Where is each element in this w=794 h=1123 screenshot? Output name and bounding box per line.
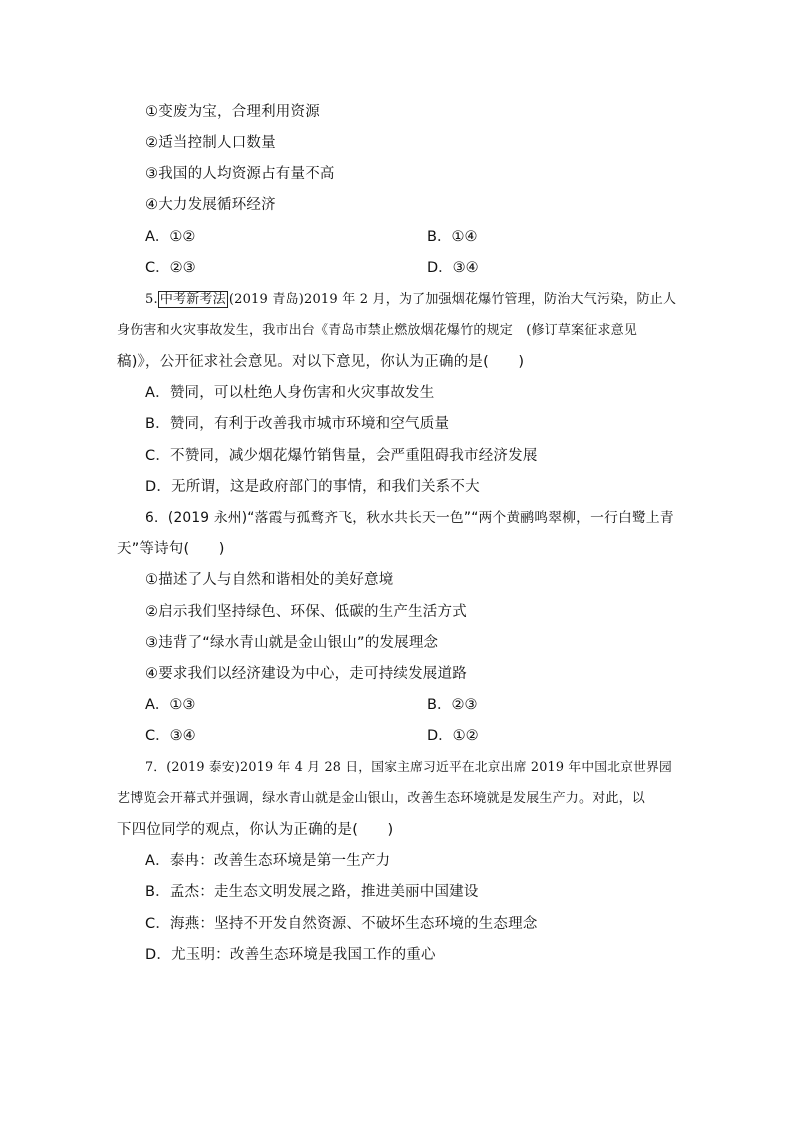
- q5-stem-line-2: 身伤害和火灾事故发生，我市出台《青岛市禁止燃放烟花爆竹的规定 (修订草案征求意见: [117, 323, 638, 338]
- q6-item-3: ③违背了“绿水青山就是金山银山”的发展理念: [145, 635, 439, 651]
- q7-option-a: A．泰冉：改善生态环境是第一生产力: [145, 853, 391, 869]
- q4-option-d: D．③④: [427, 260, 479, 276]
- q6-stem-line-2: 天”等诗句( ): [117, 541, 225, 557]
- q5-new-method-tag: 中考新考法: [159, 292, 226, 307]
- q6-option-c: C．③④: [145, 728, 196, 744]
- q7-stem-line-2: 艺博览会开幕式并强调，绿水青山就是金山银山，改善生态环境就是发展生产力。对此，以: [117, 791, 646, 806]
- q4-option-a: A．①②: [145, 229, 196, 245]
- q6-option-a: A．①③: [145, 697, 196, 713]
- q5-option-b: B．赞同，有利于改善我市城市环境和空气质量: [145, 416, 450, 432]
- q6-option-d: D．①②: [427, 728, 479, 744]
- q4-item-4: ④大力发展循环经济: [145, 197, 276, 213]
- q4-item-3: ③我国的人均资源占有量不高: [145, 166, 335, 182]
- q5-stem-line-3: 稿)》，公开征求社会意见。对以下意见，你认为正确的是( ): [117, 354, 525, 370]
- q6-item-4: ④要求我们以经济建设为中心，走可持续发展道路: [145, 666, 467, 682]
- q7-option-c: C．海燕：坚持不开发自然资源、不破坏生态环境的生态理念: [145, 916, 538, 932]
- q4-option-c: C．②③: [145, 260, 196, 276]
- q4-item-2: ②适当控制人口数量: [145, 135, 276, 151]
- q7-stem-line-3: 下四位同学的观点，你认为正确的是( ): [117, 822, 394, 838]
- q6-stem-line-1: 6．(2019 永州)“落霞与孤鹜齐飞，秋水共长天一色”“两个黄鹂鸣翠柳，一行白鹭上青: [145, 510, 674, 526]
- q5-option-d: D．无所谓，这是政府部门的事情，和我们关系不大: [145, 479, 480, 495]
- q4-item-1: ①变废为宝，合理利用资源: [145, 104, 320, 120]
- q6-item-2: ②启示我们坚持绿色、环保、低碳的生产生活方式: [145, 604, 467, 620]
- q6-option-b: B．②③: [427, 697, 478, 713]
- q7-stem-line-1: 7．(2019 泰安)2019 年 4 月 28 日，国家主席习近平在北京出席 2019 年中国北京世界园: [145, 760, 673, 775]
- q5-stem-line-1: [145, 290, 676, 310]
- q6-item-1: ①描述了人与自然和谐相处的美好意境: [145, 572, 394, 588]
- q5-number: 5.: [145, 292, 158, 307]
- q7-option-d: D．尤玉明：改善生态环境是我国工作的重心: [145, 947, 436, 963]
- q5-option-c: C．不赞同，减少烟花爆竹销售量，会严重阻碍我市经济发展: [145, 448, 538, 464]
- q5-stem-line-1-text: (2019 青岛)2019 年 2 月，为了加强烟花爆竹管理，防治大气污染，防止人: [228, 292, 677, 307]
- q4-option-b: B．①④: [427, 229, 478, 245]
- q5-option-a: A．赞同，可以杜绝人身伤害和火灾事故发生: [145, 385, 435, 401]
- q7-option-b: B．孟杰：走生态文明发展之路，推进美丽中国建设: [145, 884, 479, 900]
